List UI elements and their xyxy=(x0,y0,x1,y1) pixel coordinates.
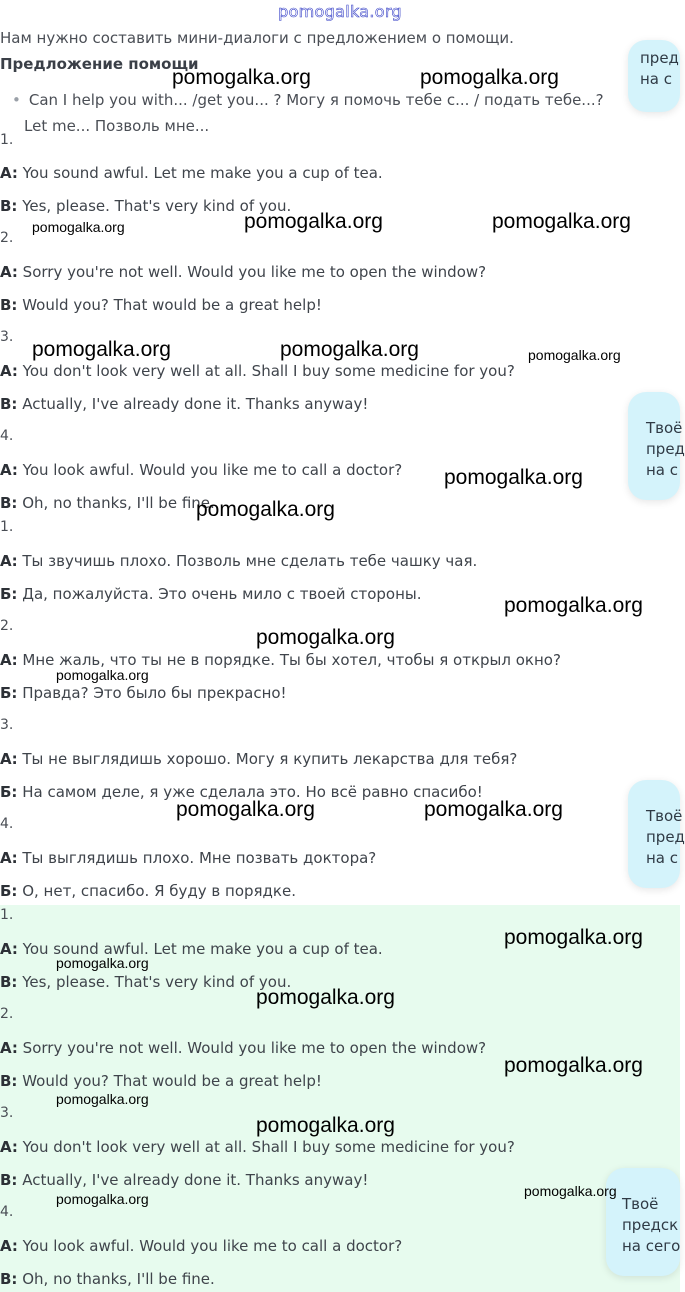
speaker-label: A: xyxy=(0,1138,18,1156)
line-text: Would you? That would be a great help! xyxy=(22,296,322,314)
line-text: Мне жаль, что ты не в порядке. Ты бы хотел, чтобы я открыл окно? xyxy=(22,651,561,669)
line-text: Ты выглядишь плохо. Мне позвать доктора? xyxy=(22,849,377,867)
watermark: pomogalka.org xyxy=(56,955,149,971)
chat-bubble[interactable] xyxy=(628,392,685,500)
dialogue-line xyxy=(0,362,515,380)
line-text: Да, пожалуйста. Это очень мило с твоей стороны. xyxy=(22,585,422,603)
speaker-label: А: xyxy=(0,552,18,570)
speaker-label: Б: xyxy=(0,684,18,702)
dialogue-number: 2. xyxy=(0,1006,14,1022)
dialogue-line xyxy=(0,552,477,570)
speaker-label: B: xyxy=(0,296,18,314)
line-text: Ты звучишь плохо. Позволь мне сделать тебе чашку чая. xyxy=(22,552,478,570)
watermark: pomogalka.org xyxy=(504,1054,643,1077)
line-text: Sorry you're not well. Would you like me to open the window? xyxy=(22,1039,487,1057)
line-text: Would you? That would be a great help! xyxy=(22,1072,322,1090)
line-text: Actually, I've already done it. Thanks anyway! xyxy=(22,1171,369,1189)
bubble-line: Твоё xyxy=(622,1195,659,1213)
bubble-line: пред xyxy=(646,828,685,846)
watermark: pomogalka.org xyxy=(32,338,171,361)
watermark: pomogalka.org xyxy=(172,66,311,89)
watermark: pomogalka.org xyxy=(56,667,149,683)
dialogue-number: 2. xyxy=(0,618,14,634)
speaker-label: А: xyxy=(0,849,18,867)
line-text: Oh, no thanks, I'll be fine. xyxy=(22,1270,215,1288)
dialogue-number: 4. xyxy=(0,816,14,832)
dialogue-number: 1. xyxy=(0,907,14,923)
watermark: pomogalka.org xyxy=(424,798,563,821)
line-text: You look awful. Would you like me to call a doctor? xyxy=(22,1237,403,1255)
bullet-dot-icon: • xyxy=(12,91,21,109)
dialogue-line xyxy=(0,684,287,702)
watermark: pomogalka.org xyxy=(504,926,643,949)
dialogue-line xyxy=(0,1270,215,1288)
dialogue-number: 3. xyxy=(0,1105,14,1121)
phrase-bullet xyxy=(12,91,604,109)
dialogue-line xyxy=(0,1138,515,1156)
dialogue-line xyxy=(0,1171,368,1189)
line-text: You sound awful. Let me make you a cup of tea. xyxy=(22,940,383,958)
dialogue-line xyxy=(0,164,383,182)
speaker-label: Б: xyxy=(0,585,18,603)
watermark: pomogalka.org xyxy=(420,66,559,89)
speaker-label: A: xyxy=(0,1039,18,1057)
line-text: You look awful. Would you like me to call a doctor? xyxy=(22,461,403,479)
dialogue-line xyxy=(0,494,215,512)
speaker-label: B: xyxy=(0,395,18,413)
watermark: pomogalka.org xyxy=(256,1114,395,1137)
bullet-text: Can I help you with... /get you... ? Могу я помочь тебе с... / подать тебе...? xyxy=(28,91,604,109)
speaker-label: А: xyxy=(0,651,18,669)
line-text: You don't look very well at all. Shall I buy some medicine for you? xyxy=(22,1138,515,1156)
dialogue-line xyxy=(0,1237,402,1255)
bubble-line: пред xyxy=(646,440,685,458)
line-text: Actually, I've already done it. Thanks anyway! xyxy=(22,395,369,413)
chat-bubble[interactable] xyxy=(628,40,680,112)
line-text: На самом деле, я уже сделала это. Но всё равно спасибо! xyxy=(22,783,483,801)
watermark: pomogalka.org xyxy=(256,626,395,649)
bubble-line: Твоё xyxy=(646,419,683,437)
dialogue-line xyxy=(0,750,517,768)
watermark: pomogalka.org xyxy=(280,338,419,361)
line-text: You don't look very well at all. Shall I buy some medicine for you? xyxy=(22,362,515,380)
speaker-label: A: xyxy=(0,940,18,958)
watermark: pomogalka.org xyxy=(444,466,583,489)
line-text: Ты не выглядишь хорошо. Могу я купить лекарства для тебя? xyxy=(22,750,518,768)
watermark: pomogalka.org xyxy=(492,210,631,233)
line-text: You sound awful. Let me make you a cup of tea. xyxy=(22,164,383,182)
chat-bubble[interactable] xyxy=(606,1168,680,1276)
watermark: pomogalka.org xyxy=(524,1183,617,1199)
watermark: pomogalka.org xyxy=(56,1091,149,1107)
dialogue-line xyxy=(0,1039,486,1057)
watermark: pomogalka.org xyxy=(504,594,643,617)
bubble-line: на с xyxy=(646,461,679,479)
dialogue-line xyxy=(0,296,322,314)
line-text: О, нет, спасибо. Я буду в порядке. xyxy=(22,882,296,900)
bubble-line: пред xyxy=(640,49,679,67)
dialogue-line xyxy=(0,882,296,900)
dialogue-line xyxy=(0,395,368,413)
bubble-line: на с xyxy=(646,849,679,867)
speaker-label: А: xyxy=(0,750,18,768)
dialogue-number: 3. xyxy=(0,329,14,345)
line-text: Yes, please. That's very kind of you. xyxy=(22,973,292,991)
watermark: pomogalka.org xyxy=(176,798,315,821)
speaker-label: Б: xyxy=(0,882,18,900)
dialogue-number: 2. xyxy=(0,230,14,246)
watermark: pomogalka.org xyxy=(244,210,383,233)
line-text: Yes, please. That's very kind of you. xyxy=(22,197,292,215)
intro-text: Нам нужно составить мини-диалоги с предложением о помощи. xyxy=(0,29,514,47)
speaker-label: B: xyxy=(0,973,18,991)
chat-bubble[interactable] xyxy=(628,780,685,888)
speaker-label: B: xyxy=(0,494,18,512)
dialogue-number: 4. xyxy=(0,1204,14,1220)
speaker-label: B: xyxy=(0,197,18,215)
watermark: pomogalka.org xyxy=(56,1191,149,1207)
watermark: pomogalka.org xyxy=(528,347,621,363)
watermark: pomogalka.org xyxy=(196,498,335,521)
dialogue-number: 3. xyxy=(0,717,14,733)
line-text: Oh, no thanks, I'll be fine. xyxy=(22,494,215,512)
line-text: Правда? Это было бы прекрасно! xyxy=(22,684,287,702)
bubble-line: на с xyxy=(640,70,673,88)
speaker-label: A: xyxy=(0,461,18,479)
site-logo: pomogalka.org xyxy=(278,2,402,21)
speaker-label: A: xyxy=(0,263,18,281)
dialogue-line xyxy=(0,585,422,603)
dialogue-line xyxy=(0,461,402,479)
watermark: pomogalka.org xyxy=(32,219,125,235)
speaker-label: B: xyxy=(0,1072,18,1090)
speaker-label: Б: xyxy=(0,783,18,801)
dialogue-number: 1. xyxy=(0,132,14,148)
speaker-label: B: xyxy=(0,1171,18,1189)
speaker-label: A: xyxy=(0,1237,18,1255)
speaker-label: A: xyxy=(0,164,18,182)
bubble-line: Твоё xyxy=(646,807,683,825)
bubble-line: на сего xyxy=(622,1237,681,1255)
dialogue-line xyxy=(0,1072,322,1090)
dialogue-line xyxy=(0,263,486,281)
line-text: Sorry you're not well. Would you like me to open the window? xyxy=(22,263,487,281)
dialogue-line xyxy=(0,973,291,991)
dialogue-number: 1. xyxy=(0,519,14,535)
phrase-bullet-cut: Let me... Позволь мне... xyxy=(24,117,210,135)
dialogue-line xyxy=(0,849,376,867)
speaker-label: A: xyxy=(0,362,18,380)
bubble-line: предск xyxy=(622,1216,679,1234)
section-heading: Предложение помощи xyxy=(0,55,199,73)
watermark: pomogalka.org xyxy=(256,986,395,1009)
dialogue-number: 4. xyxy=(0,428,14,444)
speaker-label: B: xyxy=(0,1270,18,1288)
